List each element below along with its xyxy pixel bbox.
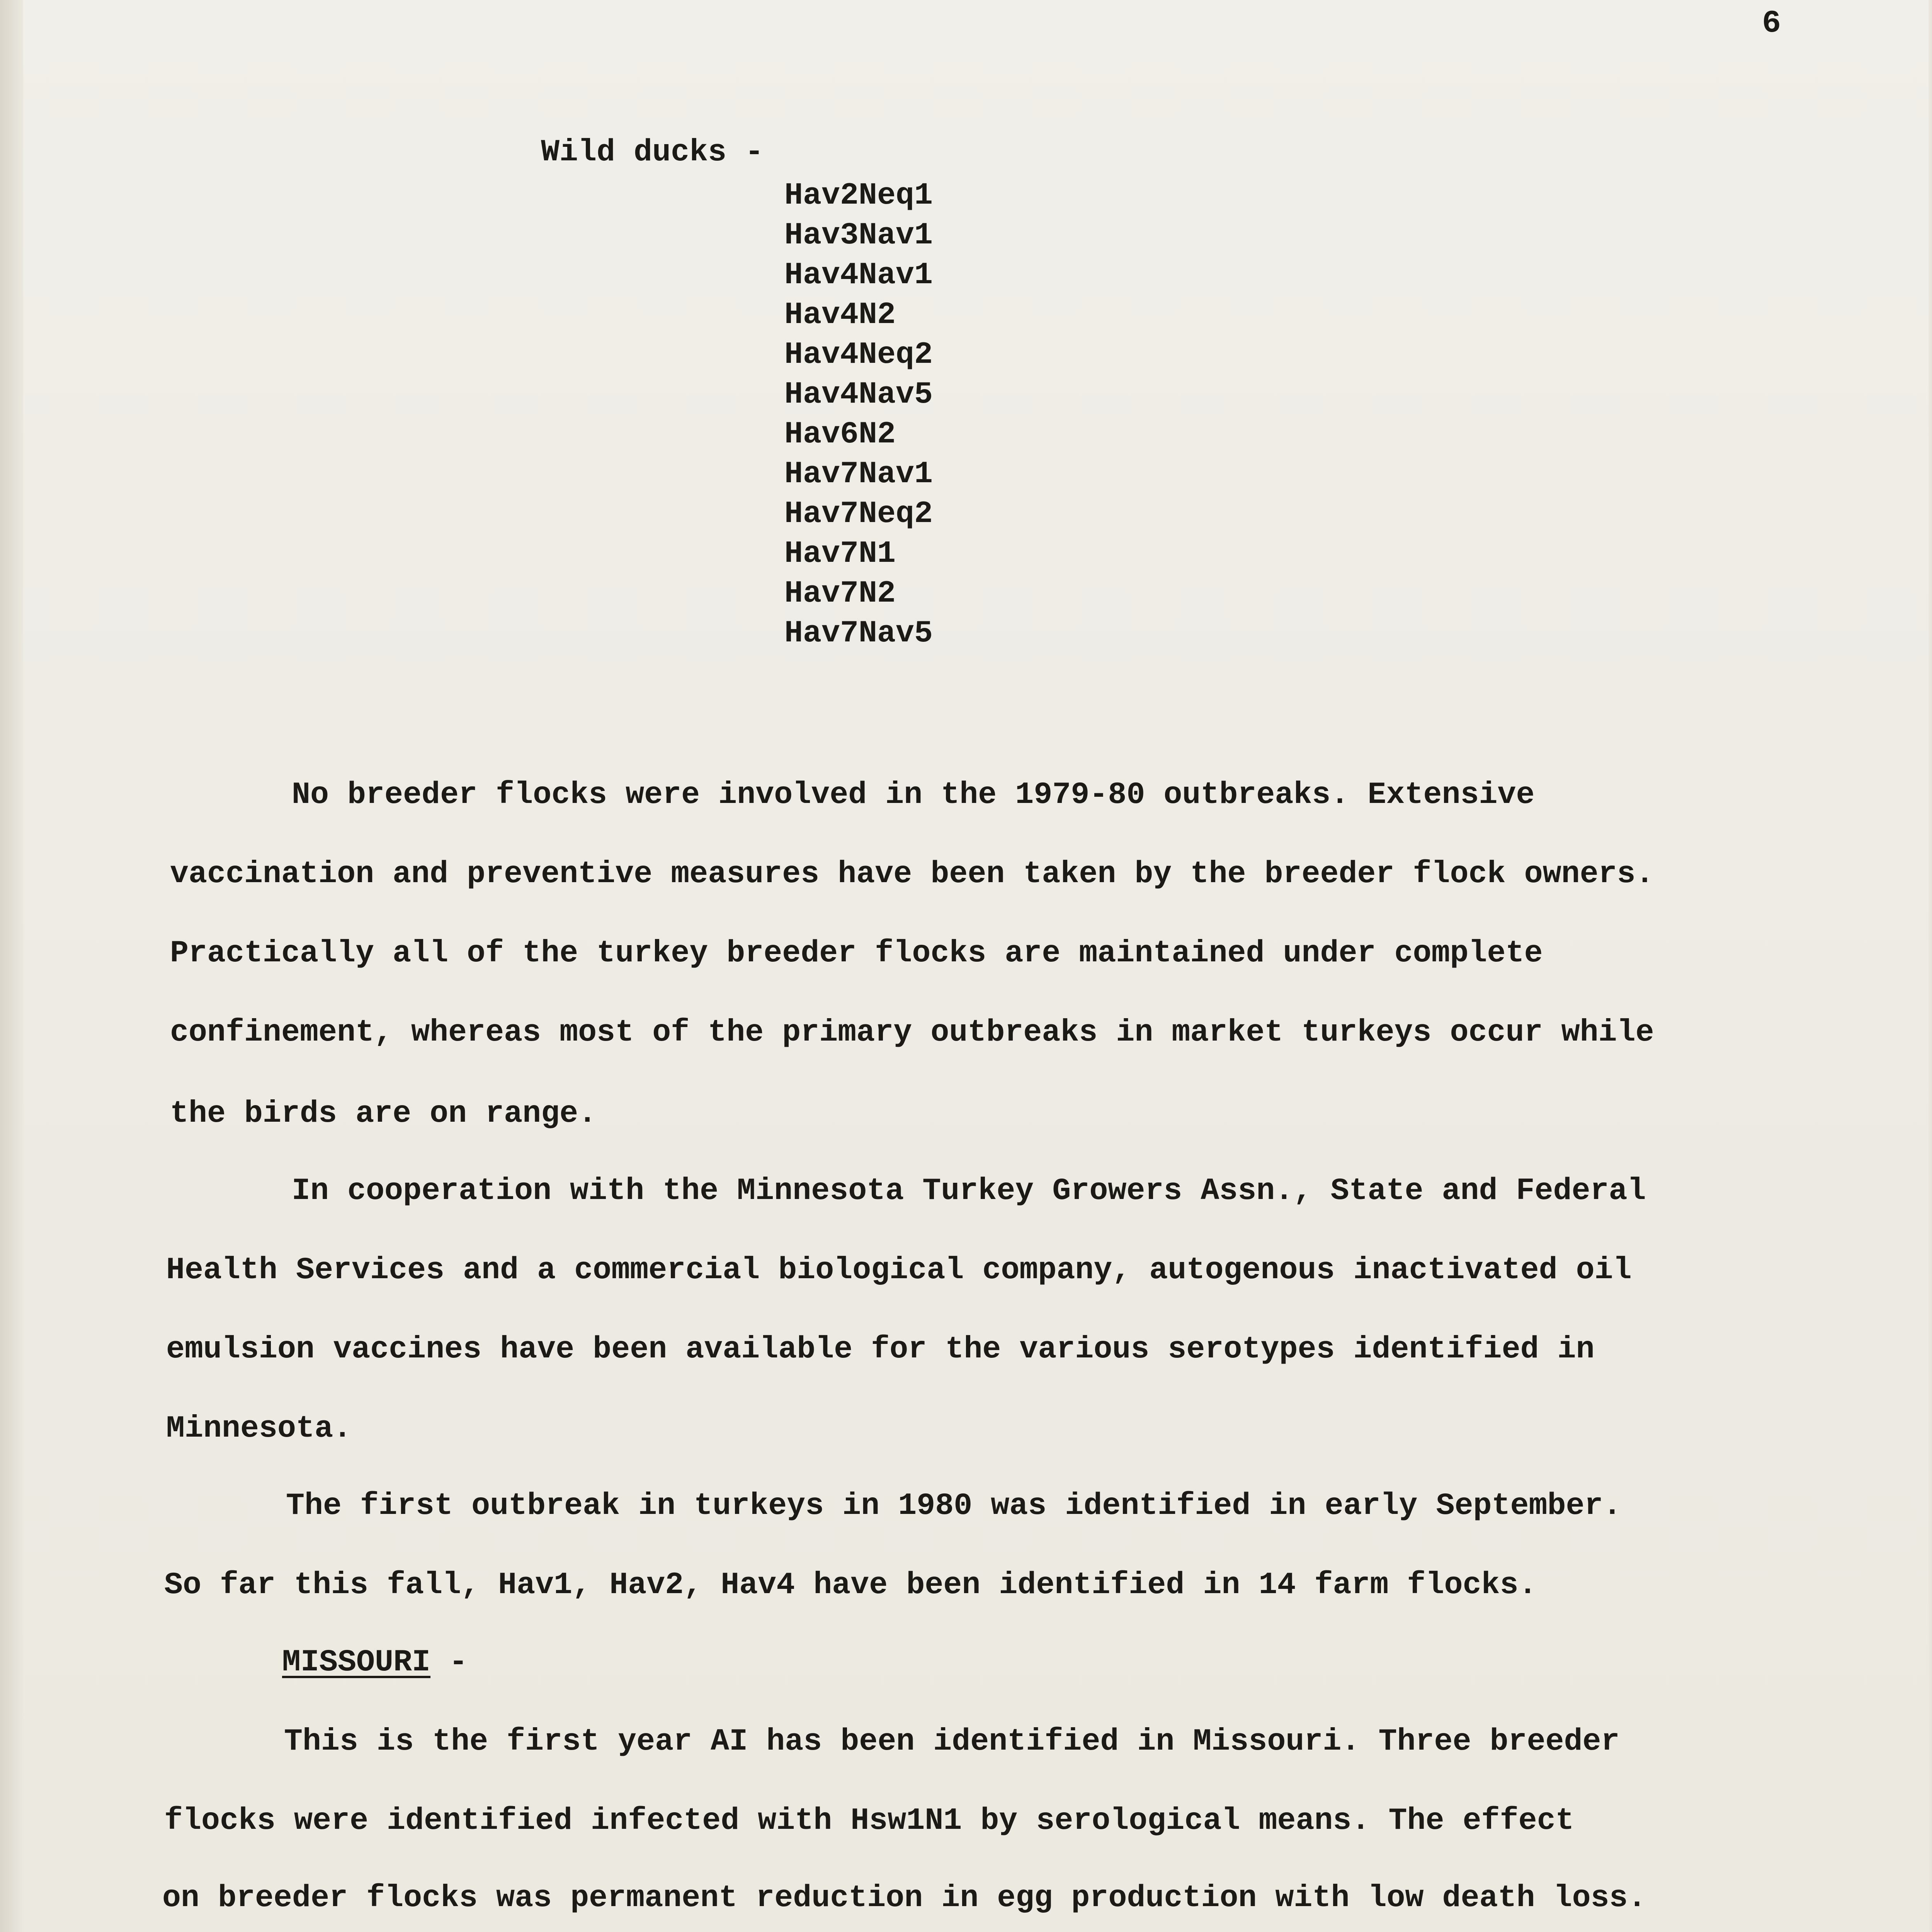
serotype-item: Hav3Nav1	[784, 218, 933, 253]
missouri-heading	[282, 1647, 468, 1678]
missouri-heading-dash: -	[430, 1645, 468, 1680]
serotype-item: Hav7N2	[784, 576, 896, 611]
paragraph-line: Health Services and a commercial biological company, autogenous inactivated oil	[166, 1253, 1632, 1288]
serotype-item: Hav2Neq1	[784, 178, 933, 213]
serotype-item: Hav7Nav1	[784, 457, 933, 492]
paragraph-line: vaccination and preventive measures have been taken by the breeder flock owners.	[170, 857, 1654, 892]
serotype-item: Hav6N2	[784, 417, 896, 452]
serotype-item: Hav7Nav5	[784, 616, 933, 651]
page-left-edge	[0, 0, 23, 1932]
page-number: 6	[1762, 5, 1781, 41]
paragraph-line: confinement, whereas most of the primary outbreaks in market turkeys occur while	[170, 1015, 1654, 1050]
serotype-item: Hav7N1	[784, 536, 896, 571]
paragraph-line: the birds are on range.	[170, 1096, 597, 1131]
wild-ducks-heading: Wild ducks -	[541, 135, 764, 170]
paragraph-line: This is the first year AI has been identified in Missouri. Three breeder	[284, 1724, 1620, 1759]
serotype-item: Hav4N2	[784, 298, 896, 333]
serotype-item: Hav4Nav1	[784, 258, 933, 293]
serotype-list	[784, 176, 933, 653]
paragraph-line: The first outbreak in turkeys in 1980 was identified in early September.	[286, 1488, 1622, 1524]
paragraph-line: Minnesota.	[166, 1411, 352, 1446]
serotype-item: Hav4Neq2	[784, 337, 933, 372]
serotype-item: Hav4Nav5	[784, 377, 933, 412]
serotype-item: Hav7Neq2	[784, 497, 933, 532]
paragraph-line: flocks were identified infected with Hsw1N1 by serological means. The effect	[164, 1803, 1574, 1838]
page-right-edge	[1929, 0, 1932, 1932]
paragraph-line: on breeder flocks was permanent reduction in egg production with low death loss.	[162, 1881, 1646, 1916]
missouri-heading-label: MISSOURI	[282, 1645, 431, 1680]
paragraph-line: Practically all of the turkey breeder flocks are maintained under complete	[170, 936, 1543, 971]
paragraph-line: No breeder flocks were involved in the 1979-80 outbreaks. Extensive	[292, 777, 1535, 813]
paragraph-line: In cooperation with the Minnesota Turkey Growers Assn., State and Federal	[292, 1173, 1646, 1209]
paragraph-line: emulsion vaccines have been available for the various serotypes identified in	[166, 1332, 1595, 1367]
paragraph-line: So far this fall, Hav1, Hav2, Hav4 have been identified in 14 farm flocks.	[164, 1568, 1537, 1603]
